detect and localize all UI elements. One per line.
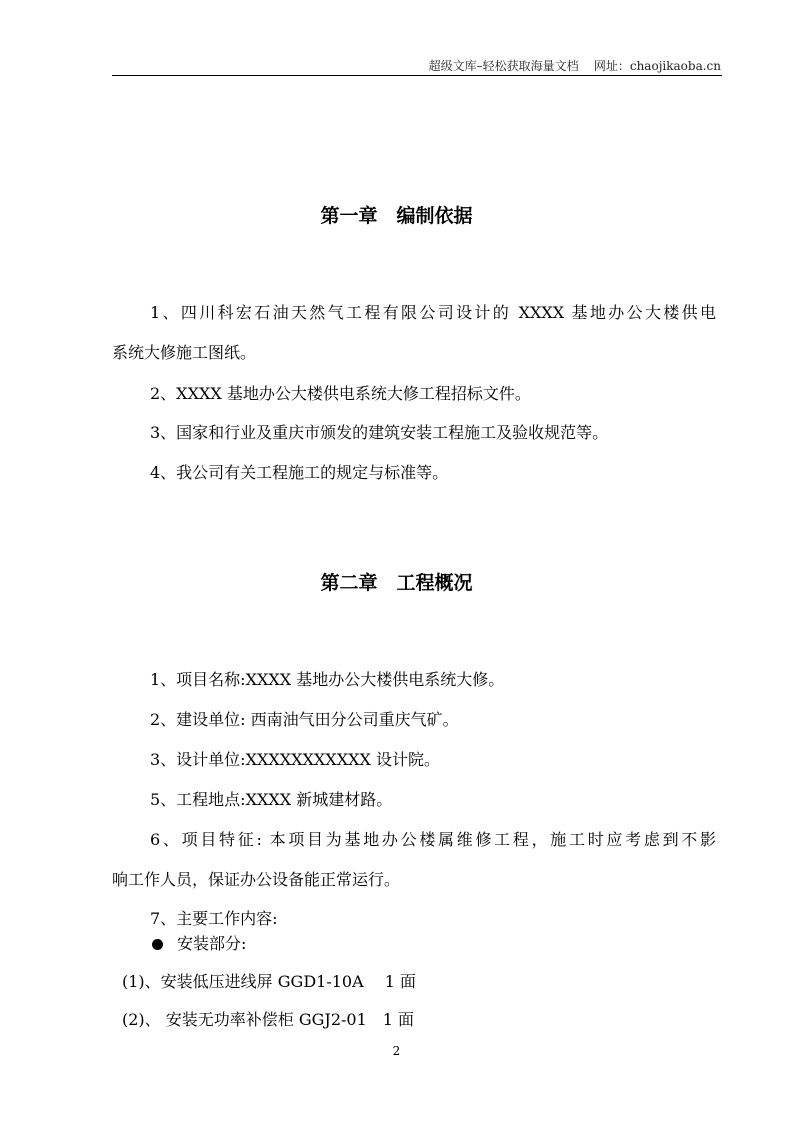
header-url: 网址：chaojikaoba.cn — [593, 59, 721, 73]
paragraph-line: 6、项目特征: 本项目为基地办公楼属维修工程，施工时应考虑到不影 — [150, 830, 716, 849]
paragraph-line: 7、主要工作内容: — [150, 909, 278, 928]
paragraph-line: 1、项目名称:XXXX 基地办公大楼供电系统大修。 — [150, 670, 505, 689]
paragraph-line: 响工作人员，保证办公设备能正常运行。 — [112, 870, 401, 889]
page-number: 2 — [392, 1044, 401, 1058]
install-item: (2)、 安装无功率补偿柜 GGJ2-01 1 面 — [122, 1010, 415, 1029]
header-site: 超级文库–轻松获取海量文档 — [428, 59, 579, 73]
page-header — [429, 57, 721, 74]
paragraph-line: 2、建设单位: 西南油气田分公司重庆气矿。 — [150, 710, 459, 729]
paragraph-line: 系统大修施工图纸。 — [112, 343, 257, 362]
paragraph-line: 3、国家和行业及重庆市颁发的建筑安装工程施工及验收规范等。 — [150, 423, 609, 442]
paragraph-line: 3、设计单位:XXXXXXXXXXX 设计院。 — [150, 750, 440, 769]
bullet-icon — [152, 939, 163, 950]
paragraph-line: 5、工程地点:XXXX 新城建材路。 — [150, 790, 393, 809]
chapter1-title: 第一章 编制依据 — [320, 205, 473, 227]
bullet-text: 安装部分: — [177, 934, 247, 953]
paragraph-line: 4、我公司有关工程施工的规定与标准等。 — [150, 463, 449, 482]
paragraph-line: 2、XXXX 基地办公大楼供电系统大修工程招标文件。 — [150, 384, 531, 403]
paragraph-line: 1、四川科宏石油天然气工程有限公司设计的 XXXX 基地办公大楼供电 — [150, 303, 716, 322]
chapter2-title: 第二章 工程概况 — [320, 572, 473, 594]
install-item: (1)、安装低压进线屏 GGD1-10A 1 面 — [122, 972, 416, 991]
bullet-item — [152, 934, 246, 954]
header-rule — [112, 75, 722, 76]
